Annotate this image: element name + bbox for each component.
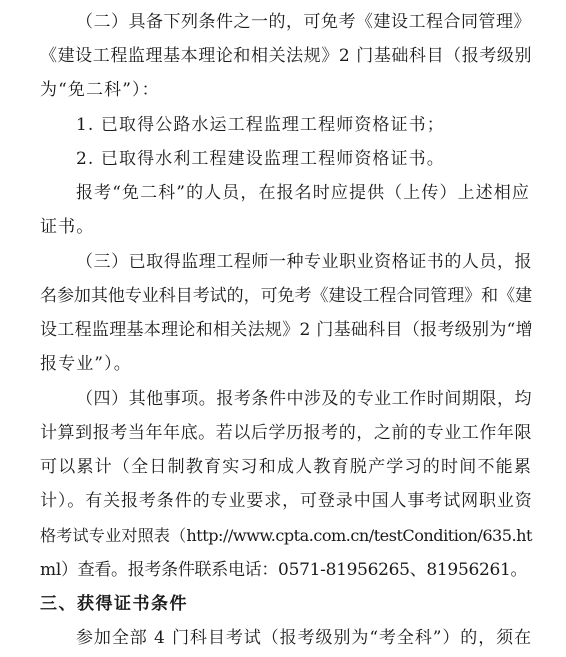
paragraph-3-line-2: 名参加其他专业科目考试的，可免考《建设工程合同管理》和《建 (40, 286, 532, 306)
paragraph-3-line-1: （三）已取得监理工程师一种专业职业资格证书的人员，报 (76, 252, 532, 272)
paragraph-2-line-3: 为“免二科”）： (40, 80, 160, 100)
paragraph-2-line-1: （二）具备下列条件之一的，可免考《建设工程合同管理》 (76, 12, 531, 32)
note-line-2: 证书。 (40, 217, 95, 237)
note-line-1: 报考“免二科”的人员，在报名时应提供（上传）上述相应 (76, 183, 530, 203)
paragraph-4-line-2: 计算到报考当年年底。若以后学历报考的，之前的专业工作年限 (40, 423, 532, 443)
paragraph-4-line-6: ml）查看。报考条件联系电话：0571-81956265、81956261。 (40, 560, 528, 580)
list-item-2: 2. 已取得水利工程建设监理工程师资格证书。 (76, 149, 445, 169)
paragraph-4-line-3: 可以累计（全日制教育实习和成人教育脱产学习的时间不能累 (40, 457, 532, 477)
paragraph-3-line-4: 报专业”）。 (40, 354, 132, 374)
list-item-1: 1. 已取得公路水运工程监理工程师资格证书； (76, 115, 445, 135)
paragraph-2-line-2: 《建设工程监理基本理论和相关法规》2 门基础科目（报考级别 (40, 46, 532, 66)
paragraph-3-line-3: 设工程监理基本理论和相关法规》2 门基础科目（报考级别为“增 (40, 320, 533, 340)
paragraph-4-line-4: 计）。有关报考条件的专业要求，可登录中国人事考试网职业资 (40, 491, 533, 511)
section-body-line-1: 参加全部 4 门科目考试（报考级别为“考全科”）的，须在 (76, 628, 532, 648)
paragraph-4-line-5: 格考试专业对照表（http://www.cpta.com.cn/testCondition/635.ht (40, 526, 532, 545)
document-page (40, 0, 532, 657)
section-heading: 三、获得证书条件 (40, 594, 188, 614)
paragraph-4-line-1: （四）其他事项。报考条件中涉及的专业工作时间期限，均 (76, 389, 532, 409)
